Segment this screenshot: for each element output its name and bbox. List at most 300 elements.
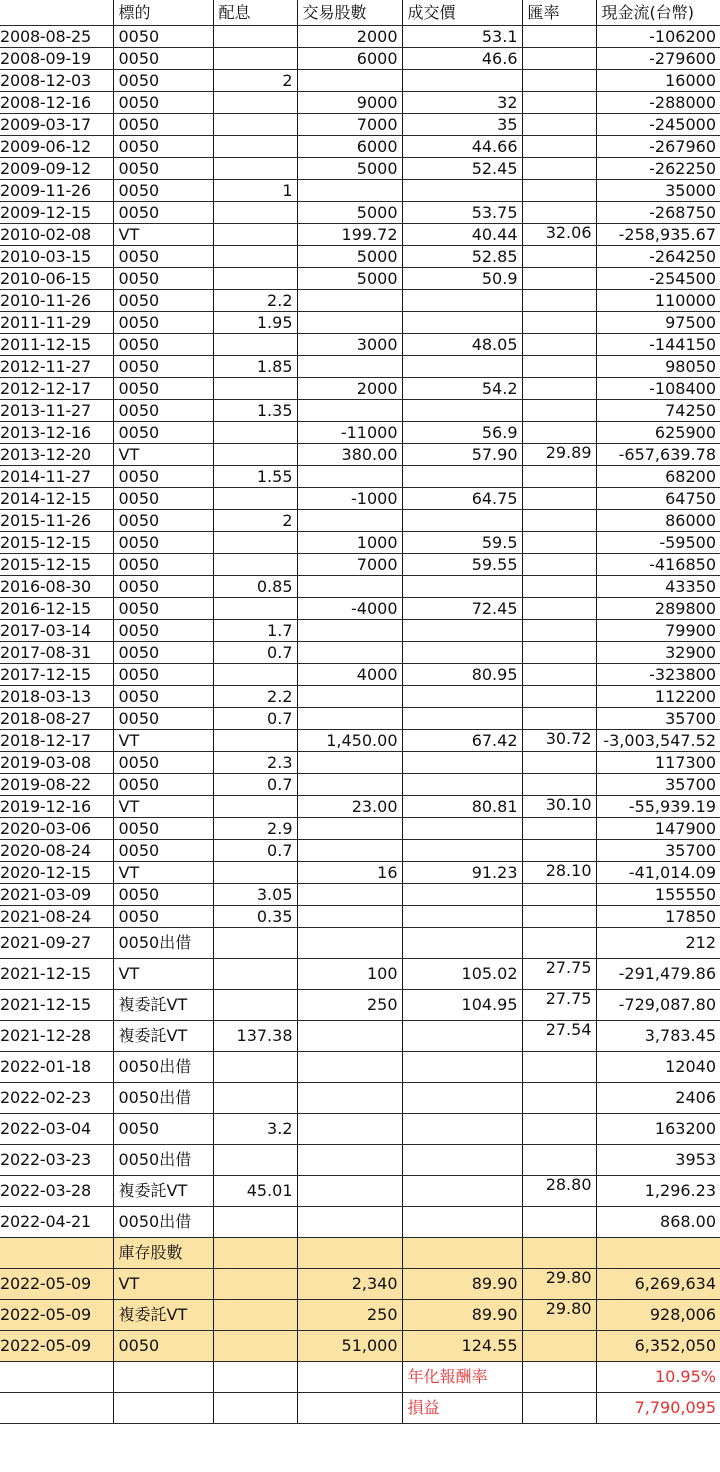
- cell-dividend: [213, 862, 297, 884]
- cell-cashflow: 155550: [596, 884, 720, 906]
- cell-dividend: 0.85: [213, 576, 297, 598]
- cell-price: 105.02: [402, 959, 522, 990]
- cell-dividend: 1.95: [213, 312, 297, 334]
- cell-date: 2009-12-15: [0, 202, 113, 224]
- cell-date: 2013-12-16: [0, 422, 113, 444]
- cell-cashflow: 12040: [596, 1052, 720, 1083]
- cell-price: 80.81: [402, 796, 522, 818]
- cell-dividend: [213, 1269, 297, 1300]
- cell-price: 59.55: [402, 554, 522, 576]
- cell-symbol: 0050: [113, 158, 213, 180]
- cell-cashflow: 35000: [596, 180, 720, 202]
- cell-symbol: 0050: [113, 664, 213, 686]
- cell-cashflow: 68200: [596, 466, 720, 488]
- cell-cashflow: 6,269,634: [596, 1269, 720, 1300]
- cell-shares: [297, 1207, 402, 1238]
- cell-price: [402, 840, 522, 862]
- cell-fx-rate: [522, 906, 596, 928]
- cell-symbol: 0050: [113, 48, 213, 70]
- cell-symbol: 0050出借: [113, 1145, 213, 1176]
- header-date: [0, 0, 113, 26]
- table-row: [0, 136, 720, 158]
- cell-shares: 5000: [297, 268, 402, 290]
- cell-fx-rate: [522, 312, 596, 334]
- cell-symbol: 0050: [113, 620, 213, 642]
- table-row: [0, 752, 720, 774]
- cell-date: 2022-04-21: [0, 1207, 113, 1238]
- table-row: [0, 268, 720, 290]
- cell-date: 2008-12-16: [0, 92, 113, 114]
- cell-symbol: VT: [113, 959, 213, 990]
- cell-cashflow: -657,639.78: [596, 444, 720, 466]
- cell-fx-rate: [522, 466, 596, 488]
- table-row: [0, 158, 720, 180]
- empty-cell: [522, 1238, 596, 1269]
- cell-price: 67.42: [402, 730, 522, 752]
- cell-fx-rate: [522, 356, 596, 378]
- empty-cell: [113, 1362, 213, 1393]
- table-row: [0, 444, 720, 466]
- cell-price: [402, 1207, 522, 1238]
- cell-cashflow: -268750: [596, 202, 720, 224]
- cell-shares: 5000: [297, 158, 402, 180]
- cell-price: [402, 466, 522, 488]
- cell-cashflow: -267960: [596, 136, 720, 158]
- cell-date: 2008-12-03: [0, 70, 113, 92]
- cell-price: [402, 70, 522, 92]
- cell-dividend: [213, 796, 297, 818]
- table-row: [0, 312, 720, 334]
- summary-label: 損益: [402, 1393, 522, 1424]
- cell-shares: 16: [297, 862, 402, 884]
- cell-fx-rate: [522, 1207, 596, 1238]
- empty-cell: [596, 1238, 720, 1269]
- cell-shares: [297, 1052, 402, 1083]
- cell-fx-rate: [522, 70, 596, 92]
- cell-symbol: 0050: [113, 334, 213, 356]
- cell-fx-rate: [522, 686, 596, 708]
- cell-price: [402, 290, 522, 312]
- cell-dividend: 2.2: [213, 290, 297, 312]
- table-row: [0, 1052, 720, 1083]
- cell-dividend: [213, 92, 297, 114]
- cell-cashflow: 625900: [596, 422, 720, 444]
- cell-cashflow: 117300: [596, 752, 720, 774]
- table-row: [0, 774, 720, 796]
- table-row: [0, 620, 720, 642]
- cell-cashflow: 3,783.45: [596, 1021, 720, 1052]
- empty-cell: [402, 1238, 522, 1269]
- cell-cashflow: 17850: [596, 906, 720, 928]
- cell-cashflow: -291,479.86: [596, 959, 720, 990]
- cell-symbol: 0050: [113, 378, 213, 400]
- cell-cashflow: -262250: [596, 158, 720, 180]
- cell-shares: [297, 356, 402, 378]
- cell-shares: [297, 1176, 402, 1207]
- cell-cashflow: 35700: [596, 774, 720, 796]
- cell-date: 2015-12-15: [0, 554, 113, 576]
- cell-cashflow: -59500: [596, 532, 720, 554]
- cell-cashflow: -55,939.19: [596, 796, 720, 818]
- cell-fx-rate: [522, 1145, 596, 1176]
- cell-shares: [297, 510, 402, 532]
- cell-date: 2019-03-08: [0, 752, 113, 774]
- cell-cashflow: 868.00: [596, 1207, 720, 1238]
- cell-price: 64.75: [402, 488, 522, 510]
- cell-symbol: 0050: [113, 554, 213, 576]
- cell-cashflow: 112200: [596, 686, 720, 708]
- table-row: [0, 708, 720, 730]
- cell-cashflow: 110000: [596, 290, 720, 312]
- cell-dividend: 0.7: [213, 642, 297, 664]
- cell-symbol: 0050: [113, 246, 213, 268]
- cell-dividend: 2: [213, 70, 297, 92]
- cell-date: 2010-11-26: [0, 290, 113, 312]
- cell-shares: 7000: [297, 114, 402, 136]
- cell-symbol: 0050: [113, 598, 213, 620]
- cell-date: 2014-11-27: [0, 466, 113, 488]
- cell-fx-rate: [522, 620, 596, 642]
- cell-dividend: [213, 268, 297, 290]
- cell-cashflow: 16000: [596, 70, 720, 92]
- cell-price: [402, 774, 522, 796]
- table-row: [0, 532, 720, 554]
- cell-fx-rate: [522, 598, 596, 620]
- cell-date: 2008-08-25: [0, 26, 113, 48]
- cell-dividend: 1.35: [213, 400, 297, 422]
- table-row: [0, 1207, 720, 1238]
- cell-date: 2013-11-27: [0, 400, 113, 422]
- cell-dividend: [213, 664, 297, 686]
- cell-cashflow: 928,006: [596, 1300, 720, 1331]
- table-row: [0, 1300, 720, 1331]
- cell-date: 2016-08-30: [0, 576, 113, 598]
- table-row: [0, 378, 720, 400]
- empty-cell: [522, 1362, 596, 1393]
- cell-dividend: [213, 928, 297, 959]
- cell-shares: 2000: [297, 378, 402, 400]
- cell-dividend: 2.9: [213, 818, 297, 840]
- cell-dividend: 2.3: [213, 752, 297, 774]
- cell-price: [402, 752, 522, 774]
- cell-symbol: 0050: [113, 290, 213, 312]
- cell-date: 2022-05-09: [0, 1300, 113, 1331]
- cell-price: 89.90: [402, 1300, 522, 1331]
- cell-fx-rate: [522, 1331, 596, 1362]
- cell-price: [402, 1052, 522, 1083]
- cell-date: 2019-12-16: [0, 796, 113, 818]
- cell-symbol: 0050: [113, 488, 213, 510]
- cell-shares: 250: [297, 990, 402, 1021]
- cell-price: [402, 510, 522, 532]
- cell-date: 2019-08-22: [0, 774, 113, 796]
- cell-dividend: [213, 26, 297, 48]
- empty-cell: [297, 1238, 402, 1269]
- cell-price: [402, 312, 522, 334]
- cell-shares: 3000: [297, 334, 402, 356]
- cell-symbol: 0050: [113, 642, 213, 664]
- table-row: [0, 664, 720, 686]
- cell-dividend: 137.38: [213, 1021, 297, 1052]
- table-row: [0, 488, 720, 510]
- cell-date: 2015-11-26: [0, 510, 113, 532]
- cell-fx-rate: [522, 708, 596, 730]
- cell-price: 124.55: [402, 1331, 522, 1362]
- cell-cashflow: -144150: [596, 334, 720, 356]
- cell-date: 2022-03-04: [0, 1114, 113, 1145]
- cell-cashflow: 289800: [596, 598, 720, 620]
- cell-fx-rate: [522, 378, 596, 400]
- cell-symbol: 0050: [113, 180, 213, 202]
- cell-price: 53.75: [402, 202, 522, 224]
- table-row: [0, 422, 720, 444]
- cell-fx-rate: [522, 510, 596, 532]
- header-cashflow: 現金流(台幣): [596, 0, 720, 26]
- cell-symbol: 0050出借: [113, 1207, 213, 1238]
- cell-symbol: 0050: [113, 576, 213, 598]
- cell-price: 35: [402, 114, 522, 136]
- cell-cashflow: 98050: [596, 356, 720, 378]
- cell-date: 2022-03-23: [0, 1145, 113, 1176]
- empty-cell: [213, 1238, 297, 1269]
- cell-price: [402, 576, 522, 598]
- cell-symbol: 0050: [113, 774, 213, 796]
- cell-cashflow: 43350: [596, 576, 720, 598]
- empty-cell: [0, 1393, 113, 1424]
- cell-fx-rate: [522, 268, 596, 290]
- cell-fx-rate: 32.06: [522, 224, 596, 246]
- cell-shares: 4000: [297, 664, 402, 686]
- cell-shares: [297, 928, 402, 959]
- cell-shares: 51,000: [297, 1331, 402, 1362]
- cell-cashflow: -108400: [596, 378, 720, 400]
- table-row: [0, 1114, 720, 1145]
- cell-shares: [297, 840, 402, 862]
- cell-dividend: [213, 202, 297, 224]
- cell-dividend: 3.2: [213, 1114, 297, 1145]
- cell-symbol: 0050: [113, 752, 213, 774]
- cell-dividend: [213, 1300, 297, 1331]
- cell-symbol: 0050出借: [113, 1052, 213, 1083]
- cell-cashflow: 64750: [596, 488, 720, 510]
- cell-shares: 6000: [297, 136, 402, 158]
- cell-price: [402, 928, 522, 959]
- cell-dividend: 2: [213, 510, 297, 532]
- cell-fx-rate: 29.80: [522, 1269, 596, 1300]
- cell-cashflow: -729,087.80: [596, 990, 720, 1021]
- cell-price: [402, 1176, 522, 1207]
- cell-shares: 7000: [297, 554, 402, 576]
- cell-symbol: 0050: [113, 202, 213, 224]
- table-row: [0, 642, 720, 664]
- cell-price: [402, 642, 522, 664]
- cell-shares: [297, 400, 402, 422]
- cell-price: 53.1: [402, 26, 522, 48]
- table-row: [0, 114, 720, 136]
- cell-symbol: 0050: [113, 136, 213, 158]
- cell-dividend: [213, 1145, 297, 1176]
- cell-fx-rate: [522, 114, 596, 136]
- cell-symbol: 0050: [113, 114, 213, 136]
- table-row: [0, 356, 720, 378]
- header-dividend: 配息: [213, 0, 297, 26]
- cell-symbol: 0050: [113, 884, 213, 906]
- cell-fx-rate: [522, 202, 596, 224]
- cell-symbol: 複委託VT: [113, 1176, 213, 1207]
- cell-shares: [297, 576, 402, 598]
- table-row: [0, 686, 720, 708]
- cell-price: 80.95: [402, 664, 522, 686]
- cell-fx-rate: [522, 818, 596, 840]
- cell-fx-rate: [522, 840, 596, 862]
- cell-symbol: 0050出借: [113, 928, 213, 959]
- cell-symbol: 複委託VT: [113, 990, 213, 1021]
- cell-shares: 2000: [297, 26, 402, 48]
- cell-shares: 5000: [297, 202, 402, 224]
- cell-fx-rate: [522, 664, 596, 686]
- cell-cashflow: -254500: [596, 268, 720, 290]
- cell-symbol: 0050: [113, 840, 213, 862]
- cell-date: 2022-02-23: [0, 1083, 113, 1114]
- table-row: [0, 48, 720, 70]
- cell-symbol: 0050: [113, 1114, 213, 1145]
- table-row: [0, 92, 720, 114]
- cell-shares: 380.00: [297, 444, 402, 466]
- summary-row: [0, 1362, 720, 1393]
- header-price: 成交價: [402, 0, 522, 26]
- cell-fx-rate: [522, 158, 596, 180]
- table-row: [0, 1176, 720, 1207]
- cell-symbol: 0050: [113, 708, 213, 730]
- summary-row: [0, 1393, 720, 1424]
- cell-dividend: [213, 246, 297, 268]
- cell-fx-rate: [522, 774, 596, 796]
- cell-dividend: 3.05: [213, 884, 297, 906]
- table-row: [0, 928, 720, 959]
- cell-shares: [297, 906, 402, 928]
- cell-shares: [297, 290, 402, 312]
- cell-fx-rate: [522, 884, 596, 906]
- cell-date: 2018-08-27: [0, 708, 113, 730]
- cell-date: 2015-12-15: [0, 532, 113, 554]
- cell-dividend: [213, 488, 297, 510]
- cell-date: 2014-12-15: [0, 488, 113, 510]
- summary-value: 10.95%: [596, 1362, 720, 1393]
- cell-date: 2009-09-12: [0, 158, 113, 180]
- empty-cell: [297, 1393, 402, 1424]
- header-row: [0, 0, 720, 26]
- cell-date: 2022-03-28: [0, 1176, 113, 1207]
- cell-fx-rate: [522, 488, 596, 510]
- cell-dividend: 1.85: [213, 356, 297, 378]
- cell-fx-rate: [522, 532, 596, 554]
- cell-date: 2020-03-06: [0, 818, 113, 840]
- cell-date: 2010-02-08: [0, 224, 113, 246]
- cell-price: [402, 708, 522, 730]
- cell-date: 2011-12-15: [0, 334, 113, 356]
- cell-fx-rate: [522, 422, 596, 444]
- cell-cashflow: 86000: [596, 510, 720, 532]
- cell-cashflow: 163200: [596, 1114, 720, 1145]
- cell-shares: [297, 884, 402, 906]
- cell-shares: 6000: [297, 48, 402, 70]
- cell-dividend: [213, 48, 297, 70]
- cell-shares: -11000: [297, 422, 402, 444]
- cell-fx-rate: [522, 642, 596, 664]
- empty-cell: [0, 1362, 113, 1393]
- cell-symbol: 0050: [113, 532, 213, 554]
- table-row: [0, 510, 720, 532]
- cell-symbol: 0050: [113, 906, 213, 928]
- cell-symbol: 0050: [113, 312, 213, 334]
- cell-dividend: [213, 444, 297, 466]
- cell-cashflow: -323800: [596, 664, 720, 686]
- cell-price: [402, 356, 522, 378]
- cell-date: 2011-11-29: [0, 312, 113, 334]
- empty-cell: [213, 1393, 297, 1424]
- cell-date: 2016-12-15: [0, 598, 113, 620]
- cell-dividend: [213, 1331, 297, 1362]
- cell-date: 2022-01-18: [0, 1052, 113, 1083]
- table-row: [0, 990, 720, 1021]
- cell-fx-rate: 28.80: [522, 1176, 596, 1207]
- cell-fx-rate: [522, 180, 596, 202]
- cell-price: 104.95: [402, 990, 522, 1021]
- cell-shares: [297, 642, 402, 664]
- cell-date: 2020-12-15: [0, 862, 113, 884]
- cell-cashflow: 79900: [596, 620, 720, 642]
- table-row: [0, 400, 720, 422]
- cell-price: [402, 1114, 522, 1145]
- header-symbol: 標的: [113, 0, 213, 26]
- cell-date: 2008-09-19: [0, 48, 113, 70]
- cell-cashflow: 35700: [596, 840, 720, 862]
- cell-cashflow: 32900: [596, 642, 720, 664]
- cell-date: 2018-12-17: [0, 730, 113, 752]
- cell-cashflow: 2406: [596, 1083, 720, 1114]
- cell-fx-rate: [522, 246, 596, 268]
- cell-fx-rate: [522, 576, 596, 598]
- cell-fx-rate: [522, 1114, 596, 1145]
- cell-cashflow: 212: [596, 928, 720, 959]
- cell-fx-rate: [522, 1052, 596, 1083]
- cell-price: 52.45: [402, 158, 522, 180]
- cell-symbol: VT: [113, 1269, 213, 1300]
- cell-symbol: 0050: [113, 268, 213, 290]
- table-row: [0, 180, 720, 202]
- cell-dividend: [213, 532, 297, 554]
- cell-symbol: 複委託VT: [113, 1021, 213, 1052]
- cell-shares: -1000: [297, 488, 402, 510]
- cell-fx-rate: [522, 92, 596, 114]
- cell-date: 2021-03-09: [0, 884, 113, 906]
- cell-dividend: [213, 598, 297, 620]
- cell-cashflow: -41,014.09: [596, 862, 720, 884]
- cell-price: 59.5: [402, 532, 522, 554]
- table-row: [0, 202, 720, 224]
- table-row: [0, 1331, 720, 1362]
- cell-price: 56.9: [402, 422, 522, 444]
- cell-price: 46.6: [402, 48, 522, 70]
- cell-fx-rate: 27.54: [522, 1021, 596, 1052]
- table-row: [0, 862, 720, 884]
- table-row: [0, 1145, 720, 1176]
- table-row: [0, 730, 720, 752]
- cell-symbol: 0050: [113, 356, 213, 378]
- cell-cashflow: -279600: [596, 48, 720, 70]
- cell-shares: [297, 818, 402, 840]
- cell-dividend: [213, 990, 297, 1021]
